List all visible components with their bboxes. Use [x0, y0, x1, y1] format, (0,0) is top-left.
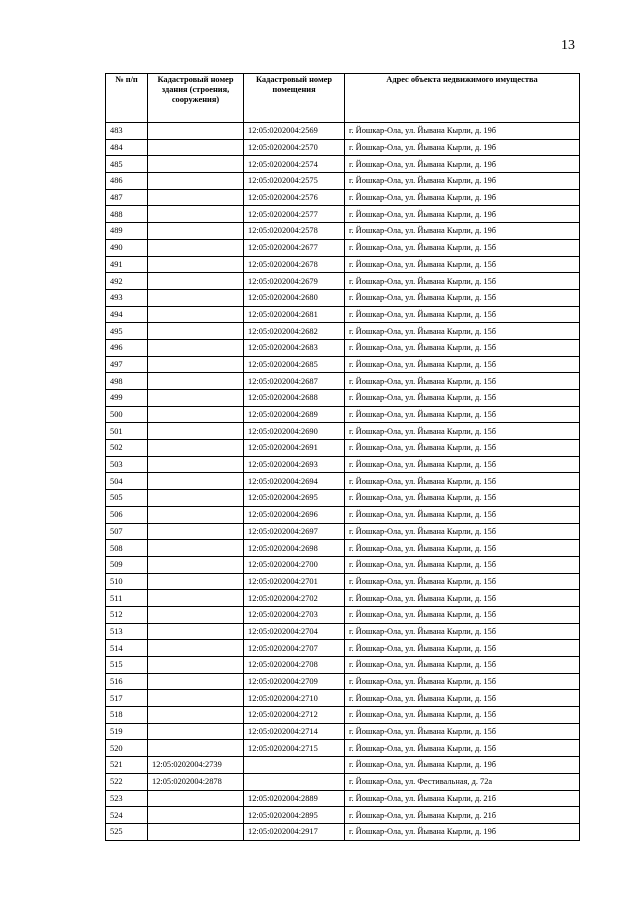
- row-number-cell: 523: [106, 790, 148, 807]
- table-row: [106, 139, 580, 156]
- row-number-cell: 501: [106, 423, 148, 440]
- premises-cadastral-cell: 12:05:0202004:2715: [244, 740, 345, 757]
- building-cadastral-cell: [148, 273, 244, 290]
- table-row: [106, 823, 580, 840]
- address-cell: г. Йошкар-Ола, ул. Йывана Кырли, д. 19б: [345, 123, 580, 140]
- row-number-cell: 487: [106, 189, 148, 206]
- address-cell: г. Йошкар-Ола, ул. Йывана Кырли, д. 15б: [345, 423, 580, 440]
- building-cadastral-cell: [148, 540, 244, 557]
- table-row: [106, 606, 580, 623]
- row-number-cell: 502: [106, 440, 148, 457]
- address-cell: г. Йошкар-Ола, ул. Йывана Кырли, д. 21б: [345, 790, 580, 807]
- premises-cadastral-cell: 12:05:0202004:2679: [244, 273, 345, 290]
- row-number-cell: 512: [106, 606, 148, 623]
- address-cell: г. Йошкар-Ола, ул. Йывана Кырли, д. 15б: [345, 623, 580, 640]
- building-cadastral-cell: [148, 223, 244, 240]
- building-cadastral-cell: [148, 807, 244, 824]
- address-cell: г. Йошкар-Ола, ул. Йывана Кырли, д. 21б: [345, 807, 580, 824]
- address-cell: г. Йошкар-Ола, ул. Йывана Кырли, д. 19б: [345, 173, 580, 190]
- building-cadastral-cell: [148, 573, 244, 590]
- table-row: [106, 623, 580, 640]
- table-row: [106, 406, 580, 423]
- address-cell: г. Йошкар-Ола, ул. Йывана Кырли, д. 15б: [345, 673, 580, 690]
- premises-cadastral-cell: 12:05:0202004:2712: [244, 707, 345, 724]
- table-row: [106, 273, 580, 290]
- premises-cadastral-cell: 12:05:0202004:2693: [244, 456, 345, 473]
- row-number-cell: 517: [106, 690, 148, 707]
- address-cell: г. Йошкар-Ола, ул. Йывана Кырли, д. 15б: [345, 390, 580, 407]
- row-number-cell: 496: [106, 339, 148, 356]
- table-row: [106, 239, 580, 256]
- building-cadastral-cell: [148, 523, 244, 540]
- address-cell: г. Йошкар-Ола, ул. Йывана Кырли, д. 15б: [345, 690, 580, 707]
- table-row: [106, 707, 580, 724]
- address-cell: г. Йошкар-Ола, ул. Йывана Кырли, д. 15б: [345, 556, 580, 573]
- address-cell: г. Йошкар-Ола, ул. Йывана Кырли, д. 15б: [345, 339, 580, 356]
- table-row: [106, 189, 580, 206]
- premises-cadastral-cell: 12:05:0202004:2700: [244, 556, 345, 573]
- table-row: [106, 306, 580, 323]
- table-body: [106, 123, 580, 841]
- table-row: [106, 173, 580, 190]
- table-row: [106, 657, 580, 674]
- row-number-cell: 514: [106, 640, 148, 657]
- building-cadastral-cell: [148, 456, 244, 473]
- premises-cadastral-cell: 12:05:0202004:2710: [244, 690, 345, 707]
- address-cell: г. Йошкар-Ола, ул. Йывана Кырли, д. 19б: [345, 223, 580, 240]
- building-cadastral-cell: [148, 623, 244, 640]
- table-row: [106, 556, 580, 573]
- table-row: [106, 289, 580, 306]
- premises-cadastral-cell: 12:05:0202004:2687: [244, 373, 345, 390]
- premises-cadastral-cell: 12:05:0202004:2691: [244, 440, 345, 457]
- building-cadastral-cell: [148, 556, 244, 573]
- table-row: [106, 490, 580, 507]
- table-row: [106, 573, 580, 590]
- table-row: [106, 773, 580, 790]
- address-cell: г. Йошкар-Ола, ул. Йывана Кырли, д. 15б: [345, 590, 580, 607]
- building-cadastral-cell: [148, 690, 244, 707]
- building-cadastral-cell: [148, 590, 244, 607]
- row-number-cell: 491: [106, 256, 148, 273]
- row-number-cell: 516: [106, 673, 148, 690]
- building-cadastral-cell: [148, 123, 244, 140]
- table-row: [106, 440, 580, 457]
- address-cell: г. Йошкар-Ола, ул. Йывана Кырли, д. 15б: [345, 256, 580, 273]
- building-cadastral-cell: [148, 606, 244, 623]
- address-cell: г. Йошкар-Ола, ул. Йывана Кырли, д. 15б: [345, 506, 580, 523]
- premises-cadastral-cell: 12:05:0202004:2698: [244, 540, 345, 557]
- table-row: [106, 757, 580, 774]
- building-cadastral-cell: [148, 390, 244, 407]
- row-number-cell: 484: [106, 139, 148, 156]
- table-row: [106, 223, 580, 240]
- premises-cadastral-cell: 12:05:0202004:2895: [244, 807, 345, 824]
- building-cadastral-cell: [148, 189, 244, 206]
- table-row: [106, 339, 580, 356]
- row-number-cell: 506: [106, 506, 148, 523]
- building-cadastral-cell: [148, 506, 244, 523]
- table-row: [106, 356, 580, 373]
- header-address: Адрес объекта недвижимого имущества: [345, 74, 580, 123]
- building-cadastral-cell: [148, 206, 244, 223]
- building-cadastral-cell: [148, 723, 244, 740]
- header-premises-cadastral: Кадастровый номер помещения: [244, 74, 345, 123]
- row-number-cell: 486: [106, 173, 148, 190]
- address-cell: г. Йошкар-Ола, ул. Йывана Кырли, д. 15б: [345, 606, 580, 623]
- address-cell: г. Йошкар-Ола, ул. Йывана Кырли, д. 15б: [345, 306, 580, 323]
- address-cell: г. Йошкар-Ола, ул. Йывана Кырли, д. 19б: [345, 206, 580, 223]
- table-row: [106, 690, 580, 707]
- building-cadastral-cell: [148, 323, 244, 340]
- table-row: [106, 156, 580, 173]
- building-cadastral-cell: [148, 740, 244, 757]
- premises-cadastral-cell: 12:05:0202004:2695: [244, 490, 345, 507]
- address-cell: г. Йошкар-Ола, ул. Йывана Кырли, д. 15б: [345, 406, 580, 423]
- row-number-cell: 483: [106, 123, 148, 140]
- premises-cadastral-cell: 12:05:0202004:2889: [244, 790, 345, 807]
- table-row: [106, 123, 580, 140]
- building-cadastral-cell: [148, 239, 244, 256]
- premises-cadastral-cell: 12:05:0202004:2707: [244, 640, 345, 657]
- address-cell: г. Йошкар-Ола, ул. Йывана Кырли, д. 15б: [345, 573, 580, 590]
- page-number: 13: [561, 38, 575, 53]
- row-number-cell: 488: [106, 206, 148, 223]
- address-cell: г. Йошкар-Ола, ул. Йывана Кырли, д. 15б: [345, 456, 580, 473]
- row-number-cell: 495: [106, 323, 148, 340]
- address-cell: г. Йошкар-Ола, ул. Йывана Кырли, д. 15б: [345, 356, 580, 373]
- building-cadastral-cell: [148, 256, 244, 273]
- row-number-cell: 515: [106, 657, 148, 674]
- building-cadastral-cell: [148, 173, 244, 190]
- table-row: [106, 256, 580, 273]
- row-number-cell: 519: [106, 723, 148, 740]
- row-number-cell: 492: [106, 273, 148, 290]
- building-cadastral-cell: [148, 339, 244, 356]
- address-cell: г. Йошкар-Ола, ул. Йывана Кырли, д. 15б: [345, 473, 580, 490]
- premises-cadastral-cell: 12:05:0202004:2678: [244, 256, 345, 273]
- header-building-cadastral: Кадастровый номер здания (строения, сооружения): [148, 74, 244, 123]
- address-cell: г. Йошкар-Ола, ул. Йывана Кырли, д. 15б: [345, 523, 580, 540]
- premises-cadastral-cell: 12:05:0202004:2574: [244, 156, 345, 173]
- row-number-cell: 504: [106, 473, 148, 490]
- table-row: [106, 206, 580, 223]
- row-number-cell: 498: [106, 373, 148, 390]
- row-number-cell: 497: [106, 356, 148, 373]
- table-row: [106, 640, 580, 657]
- address-cell: г. Йошкар-Ола, ул. Фестивальная, д. 72а: [345, 773, 580, 790]
- table-row: [106, 390, 580, 407]
- address-cell: г. Йошкар-Ола, ул. Йывана Кырли, д. 19б: [345, 189, 580, 206]
- table-row: [106, 423, 580, 440]
- premises-cadastral-cell: 12:05:0202004:2714: [244, 723, 345, 740]
- address-cell: г. Йошкар-Ола, ул. Йывана Кырли, д. 15б: [345, 707, 580, 724]
- premises-cadastral-cell: 12:05:0202004:2578: [244, 223, 345, 240]
- premises-cadastral-cell: 12:05:0202004:2576: [244, 189, 345, 206]
- premises-cadastral-cell: 12:05:0202004:2575: [244, 173, 345, 190]
- address-cell: г. Йошкар-Ола, ул. Йывана Кырли, д. 15б: [345, 239, 580, 256]
- premises-cadastral-cell: 12:05:0202004:2677: [244, 239, 345, 256]
- row-number-cell: 522: [106, 773, 148, 790]
- row-number-cell: 525: [106, 823, 148, 840]
- address-cell: г. Йошкар-Ола, ул. Йывана Кырли, д. 15б: [345, 640, 580, 657]
- row-number-cell: 505: [106, 490, 148, 507]
- building-cadastral-cell: [148, 306, 244, 323]
- row-number-cell: 507: [106, 523, 148, 540]
- table-row: [106, 790, 580, 807]
- premises-cadastral-cell: 12:05:0202004:2702: [244, 590, 345, 607]
- table-row: [106, 373, 580, 390]
- address-cell: г. Йошкар-Ола, ул. Йывана Кырли, д. 19б: [345, 823, 580, 840]
- building-cadastral-cell: [148, 823, 244, 840]
- premises-cadastral-cell: 12:05:0202004:2703: [244, 606, 345, 623]
- building-cadastral-cell: 12:05:0202004:2878: [148, 773, 244, 790]
- premises-cadastral-cell: [244, 773, 345, 790]
- header-number: № п/п: [106, 74, 148, 123]
- row-number-cell: 485: [106, 156, 148, 173]
- premises-cadastral-cell: 12:05:0202004:2569: [244, 123, 345, 140]
- premises-cadastral-cell: 12:05:0202004:2683: [244, 339, 345, 356]
- premises-cadastral-cell: 12:05:0202004:2685: [244, 356, 345, 373]
- premises-cadastral-cell: 12:05:0202004:2704: [244, 623, 345, 640]
- premises-cadastral-cell: 12:05:0202004:2681: [244, 306, 345, 323]
- address-cell: г. Йошкар-Ола, ул. Йывана Кырли, д. 15б: [345, 657, 580, 674]
- table-row: [106, 590, 580, 607]
- premises-cadastral-cell: 12:05:0202004:2697: [244, 523, 345, 540]
- building-cadastral-cell: [148, 373, 244, 390]
- row-number-cell: 508: [106, 540, 148, 557]
- building-cadastral-cell: [148, 139, 244, 156]
- address-cell: г. Йошкар-Ола, ул. Йывана Кырли, д. 15б: [345, 273, 580, 290]
- premises-cadastral-cell: 12:05:0202004:2917: [244, 823, 345, 840]
- address-cell: г. Йошкар-Ола, ул. Йывана Кырли, д. 15б: [345, 373, 580, 390]
- premises-cadastral-cell: 12:05:0202004:2577: [244, 206, 345, 223]
- table-row: [106, 506, 580, 523]
- table-row: [106, 807, 580, 824]
- row-number-cell: 521: [106, 757, 148, 774]
- row-number-cell: 489: [106, 223, 148, 240]
- address-cell: г. Йошкар-Ола, ул. Йывана Кырли, д. 15б: [345, 740, 580, 757]
- premises-cadastral-cell: 12:05:0202004:2694: [244, 473, 345, 490]
- row-number-cell: 513: [106, 623, 148, 640]
- row-number-cell: 510: [106, 573, 148, 590]
- address-cell: г. Йошкар-Ола, ул. Йывана Кырли, д. 19б: [345, 139, 580, 156]
- building-cadastral-cell: [148, 707, 244, 724]
- premises-cadastral-cell: 12:05:0202004:2709: [244, 673, 345, 690]
- premises-cadastral-cell: 12:05:0202004:2696: [244, 506, 345, 523]
- address-cell: г. Йошкар-Ола, ул. Йывана Кырли, д. 15б: [345, 323, 580, 340]
- property-table: [105, 73, 580, 841]
- building-cadastral-cell: [148, 790, 244, 807]
- building-cadastral-cell: [148, 490, 244, 507]
- premises-cadastral-cell: 12:05:0202004:2708: [244, 657, 345, 674]
- building-cadastral-cell: [148, 673, 244, 690]
- building-cadastral-cell: [148, 640, 244, 657]
- address-cell: г. Йошкар-Ола, ул. Йывана Кырли, д. 15б: [345, 723, 580, 740]
- row-number-cell: 509: [106, 556, 148, 573]
- premises-cadastral-cell: 12:05:0202004:2701: [244, 573, 345, 590]
- premises-cadastral-cell: 12:05:0202004:2690: [244, 423, 345, 440]
- row-number-cell: 494: [106, 306, 148, 323]
- row-number-cell: 520: [106, 740, 148, 757]
- premises-cadastral-cell: 12:05:0202004:2688: [244, 390, 345, 407]
- premises-cadastral-cell: [244, 757, 345, 774]
- premises-cadastral-cell: 12:05:0202004:2689: [244, 406, 345, 423]
- building-cadastral-cell: [148, 356, 244, 373]
- premises-cadastral-cell: 12:05:0202004:2570: [244, 139, 345, 156]
- building-cadastral-cell: [148, 289, 244, 306]
- table-row: [106, 323, 580, 340]
- table-header-row: [106, 74, 580, 123]
- address-cell: г. Йошкар-Ола, ул. Йывана Кырли, д. 15б: [345, 540, 580, 557]
- building-cadastral-cell: [148, 423, 244, 440]
- address-cell: г. Йошкар-Ола, ул. Йывана Кырли, д. 19б: [345, 757, 580, 774]
- building-cadastral-cell: [148, 657, 244, 674]
- table-row: [106, 723, 580, 740]
- row-number-cell: 490: [106, 239, 148, 256]
- address-cell: г. Йошкар-Ола, ул. Йывана Кырли, д. 15б: [345, 440, 580, 457]
- table-row: [106, 523, 580, 540]
- row-number-cell: 500: [106, 406, 148, 423]
- address-cell: г. Йошкар-Ола, ул. Йывана Кырли, д. 19б: [345, 156, 580, 173]
- row-number-cell: 518: [106, 707, 148, 724]
- row-number-cell: 493: [106, 289, 148, 306]
- premises-cadastral-cell: 12:05:0202004:2682: [244, 323, 345, 340]
- address-cell: г. Йошкар-Ола, ул. Йывана Кырли, д. 15б: [345, 490, 580, 507]
- building-cadastral-cell: 12:05:0202004:2739: [148, 757, 244, 774]
- row-number-cell: 511: [106, 590, 148, 607]
- building-cadastral-cell: [148, 406, 244, 423]
- row-number-cell: 503: [106, 456, 148, 473]
- row-number-cell: 524: [106, 807, 148, 824]
- premises-cadastral-cell: 12:05:0202004:2680: [244, 289, 345, 306]
- table-row: [106, 456, 580, 473]
- table-row: [106, 673, 580, 690]
- address-cell: г. Йошкар-Ола, ул. Йывана Кырли, д. 15б: [345, 289, 580, 306]
- building-cadastral-cell: [148, 156, 244, 173]
- table-row: [106, 540, 580, 557]
- table-row: [106, 740, 580, 757]
- table-row: [106, 473, 580, 490]
- building-cadastral-cell: [148, 440, 244, 457]
- row-number-cell: 499: [106, 390, 148, 407]
- building-cadastral-cell: [148, 473, 244, 490]
